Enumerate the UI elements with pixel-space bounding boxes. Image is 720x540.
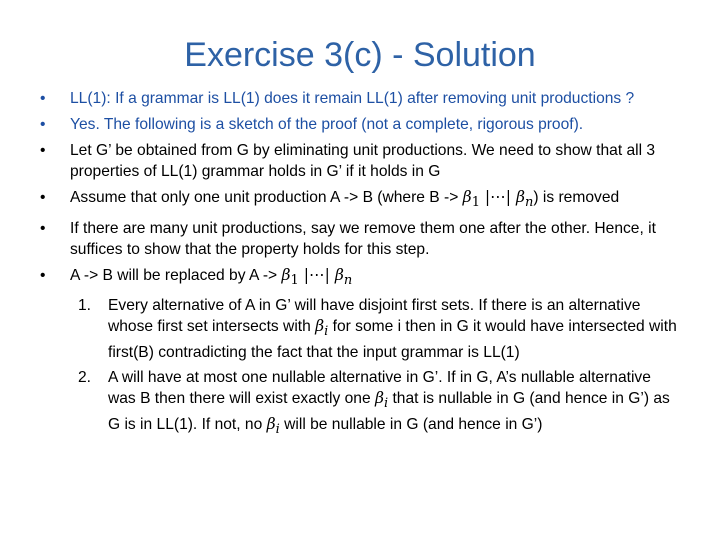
slide-content <box>38 88 678 506</box>
bullet-item <box>38 140 678 182</box>
numbered-list <box>70 295 678 440</box>
bullet-text: A -> B will be replaced by A -> <box>70 267 278 285</box>
item-number: 1. <box>78 297 92 315</box>
bullet-item <box>38 114 678 135</box>
bullet-text: Assume that only one unit production A -> B (where B -> <box>70 189 459 206</box>
bullet-item <box>38 88 678 109</box>
math-subscript: 1 <box>290 273 299 289</box>
bullet-text: If there are many unit productions, say we remove them one after the other. Hence, it suffices to show that the property holds for this step. <box>70 220 656 259</box>
bullet-dot-icon: • <box>40 90 46 107</box>
numbered-item <box>70 295 678 363</box>
bullet-list <box>38 88 678 441</box>
math-beta: β <box>515 188 525 206</box>
bullet-item <box>38 187 678 213</box>
math-beta: β <box>315 317 325 336</box>
math-subscript: i <box>275 422 280 438</box>
bullet-text: Let G’ be obtained from G by eliminating unit productions. We need to show that all 3 properties of LL(1) grammar holds in G’ if it holds in G <box>70 142 656 180</box>
math-beta: β <box>334 266 344 285</box>
bullet-dot-icon: • <box>40 142 46 159</box>
bullet-item <box>38 265 678 440</box>
item-text: Every alternative of A in G’ will have disjoint first sets. If there is an alternative whose first set intersects with <box>108 297 641 336</box>
math-ellipsis: |⋯| <box>298 266 335 285</box>
math-ellipsis: |⋯| <box>479 188 516 206</box>
math-subscript: i <box>324 324 329 340</box>
item-text: for some i then in G it would have intersected with first(B) contradicting the fact that the input grammar is LL(1) <box>108 318 677 362</box>
slide-title: Exercise 3(c) - Solution <box>184 36 536 74</box>
item-text: A will have at most one nullable alternative in G’. If in G, A’s nullable alternative was B then there will exist exactly one <box>108 369 651 408</box>
math-beta: β <box>462 188 472 206</box>
math-subscript: n <box>525 195 534 211</box>
item-text: will be nullable in G (and hence in G’) <box>279 416 543 434</box>
bullet-item <box>38 218 678 260</box>
bullet-dot-icon: • <box>40 189 46 206</box>
math-subscript: 1 <box>471 195 480 211</box>
bullet-text-suffix: ) is removed <box>533 189 620 206</box>
math-subscript: i <box>383 396 389 412</box>
math-beta: β <box>266 415 276 434</box>
math-subscript: n <box>343 273 353 289</box>
math-beta: β <box>374 389 384 408</box>
item-text: that is nullable in G (and hence in G’) as G is in LL(1). If not, no <box>108 390 670 434</box>
bullet-text: Yes. The following is a sketch of the proof (not a complete, rigorous proof). <box>70 116 584 133</box>
bullet-dot-icon: • <box>40 220 46 238</box>
numbered-item <box>70 367 678 440</box>
math-beta: β <box>281 266 291 285</box>
bullet-text: LL(1): If a grammar is LL(1) does it remain LL(1) after removing unit productions ? <box>70 90 635 107</box>
bullet-dot-icon: • <box>40 267 46 285</box>
bullet-dot-icon: • <box>40 116 46 133</box>
item-number: 2. <box>78 369 92 387</box>
